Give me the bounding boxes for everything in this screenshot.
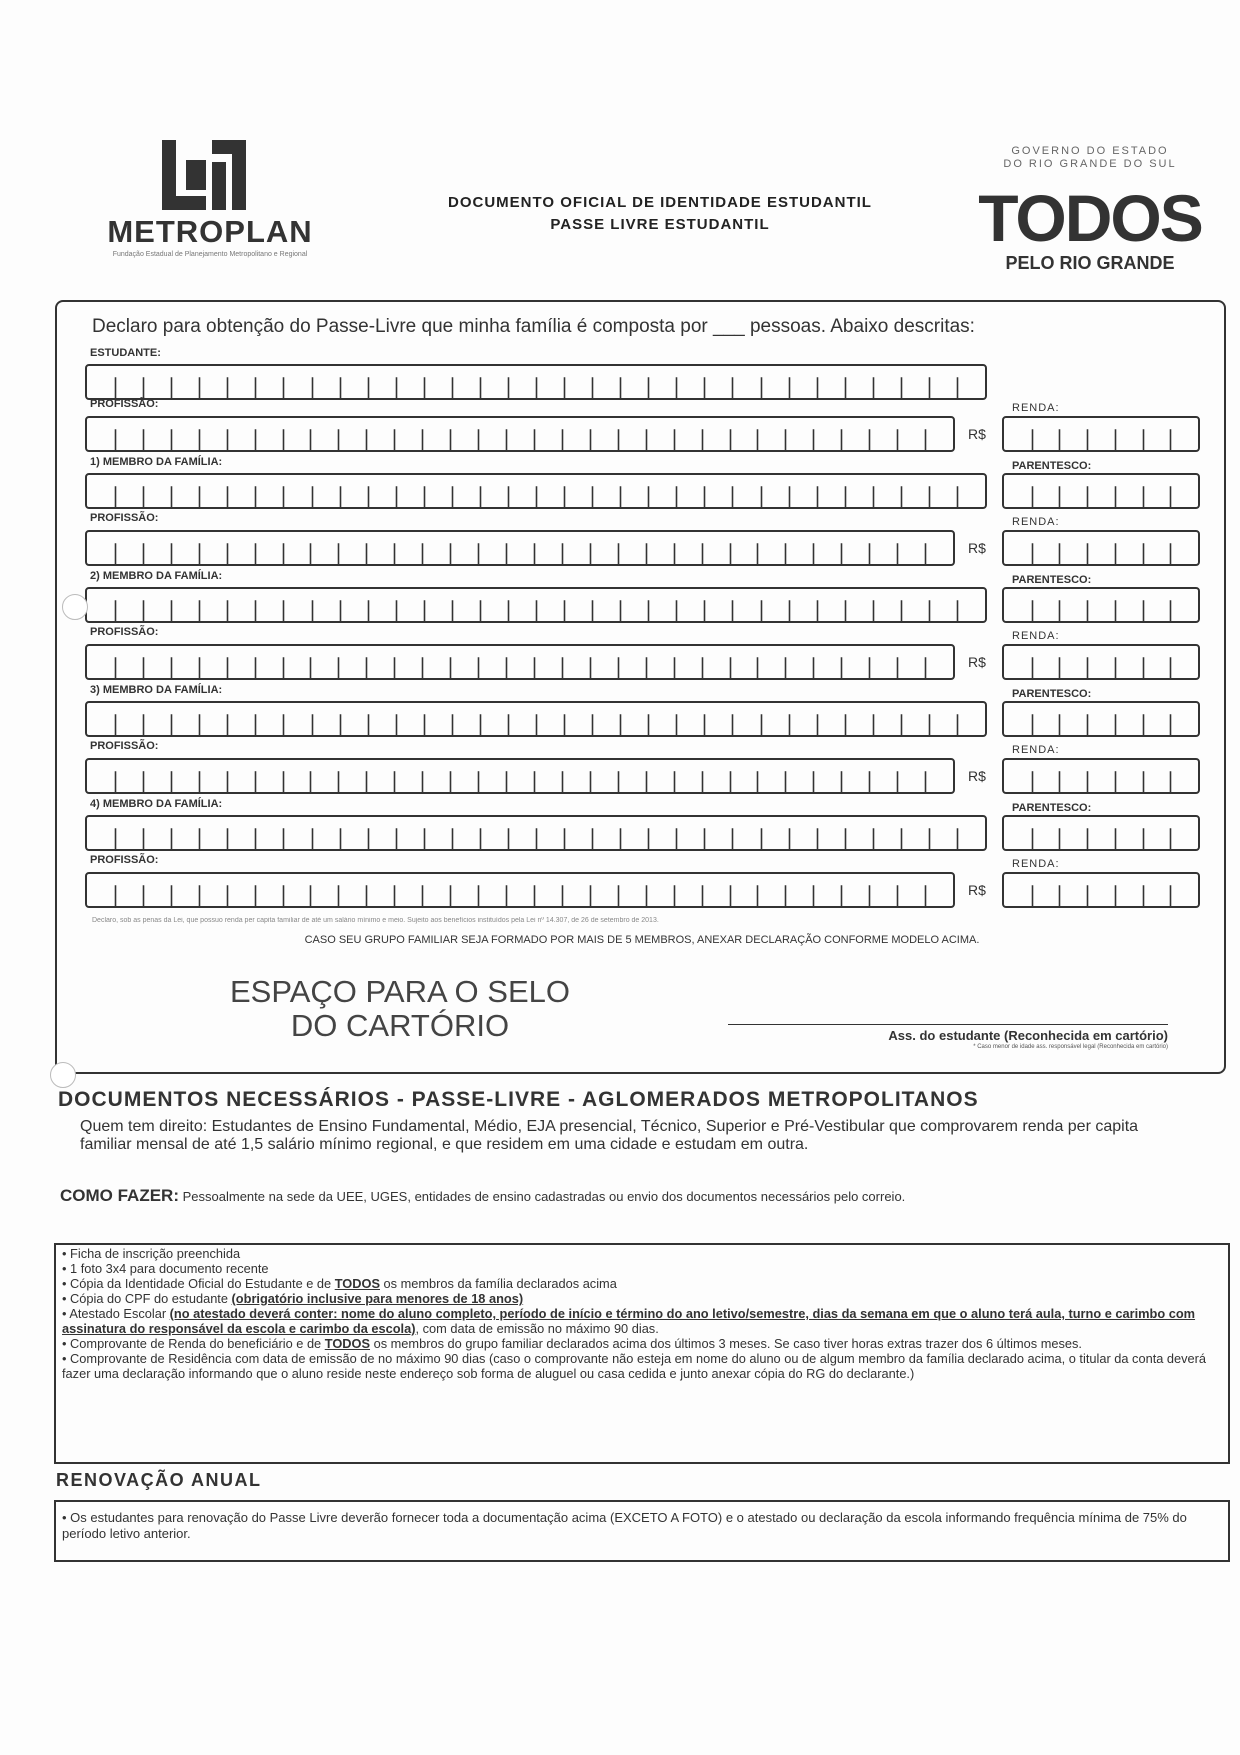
member-name-field[interactable] (85, 701, 987, 737)
signature-label: Ass. do estudante (Reconhecida em cartório) (888, 1028, 1168, 1043)
legal-footnote: Declaro, sob as penas da Lei, que possuo renda per capita familiar de até um salário mínimo e meio. Sujeito aos benefícios instituídos pela Lei nº 14.307, de 26 de setembro de 2013. (92, 917, 659, 924)
profession-label: PROFISSÃO: (90, 398, 159, 410)
member-label: 3) MEMBRO DA FAMÍLIA: (90, 684, 223, 696)
student-label: ESTUDANTE: (90, 347, 161, 359)
kinship-label: PARENTESCO: (1012, 802, 1092, 814)
comb-ticks (1004, 532, 1198, 564)
income-label: RENDA: (1012, 402, 1060, 414)
signature-line[interactable] (728, 1024, 1168, 1025)
list-item: • Comprovante de Residência com data de emissão de no máximo 90 dias (caso o comprovante não esteja em nome do aluno ou de algum membro da família declarado acima, o titular da conta deverá fazer uma declaração informando que o aluno reside neste endereço sob forma de aluguel ou casa cedida e junto anexar cópia do RG do declarante.) (62, 1351, 1207, 1381)
currency-label: R$ (968, 426, 986, 442)
comb-ticks (1004, 703, 1198, 735)
kinship-label: PARENTESCO: (1012, 460, 1092, 472)
how-text: Pessoalmente na sede da UEE, UGES, entidades de ensino cadastradas ou envio dos documentos necessários pelo correio. (182, 1189, 906, 1204)
todos-logo (970, 145, 1210, 280)
todos-subtitle: PELO RIO GRANDE (1005, 253, 1175, 273)
comb-ticks (1004, 646, 1198, 678)
list-item: • Comprovante de Renda do beneficiário e de TODOS os membros do grupo familiar declarados acima dos últimos 3 meses. Se caso tiver horas extras trazer dos 6 últimos meses. (62, 1336, 1082, 1351)
member-label: 2) MEMBRO DA FAMÍLIA: (90, 570, 223, 582)
list-item: • Ficha de inscrição preenchida (62, 1246, 241, 1261)
who-qualifies (80, 1118, 1180, 1154)
comb-ticks (1004, 760, 1198, 792)
member-profession-field[interactable] (85, 872, 955, 908)
how-to (60, 1188, 1220, 1205)
declaration-text: Declaro para obtenção do Passe-Livre que minha família é composta por ___ pessoas. Abaixo descritas: (92, 316, 975, 337)
list-item: • 1 foto 3x4 para documento recente (62, 1261, 269, 1276)
income-label: RENDA: (1012, 630, 1060, 642)
notary-seal-area (190, 975, 610, 1043)
member-name-field[interactable] (85, 587, 987, 623)
member-kinship-field[interactable] (1002, 473, 1200, 509)
comb-ticks (87, 366, 985, 398)
gov-line-1: GOVERNO DO ESTADO (1011, 145, 1169, 157)
currency-label: R$ (968, 768, 986, 784)
members-note: CASO SEU GRUPO FAMILIAR SEJA FORMADO POR MAIS DE 5 MEMBROS, ANEXAR DECLARAÇÃO CONFORME MODELO ACIMA. (304, 934, 980, 946)
punch-hole (62, 594, 88, 620)
member-name-field[interactable] (85, 815, 987, 851)
todos-wordmark: TODOS (978, 181, 1202, 255)
member-name-field[interactable] (85, 473, 987, 509)
student-name-field[interactable] (85, 364, 987, 400)
student-profession-field[interactable] (85, 416, 955, 452)
seal-line-1: ESPAÇO PARA O SELO (230, 974, 570, 1009)
profession-label: PROFISSÃO: (90, 854, 159, 866)
government-label (970, 145, 1210, 171)
member-income-field[interactable] (1002, 644, 1200, 680)
income-label: RENDA: (1012, 858, 1060, 870)
who-text: Estudantes de Ensino Fundamental, Médio, EJA presencial, Técnico, Superior e Pré-Vestibular que comprovarem renda per capita familiar mensal de até 1,5 salário mínimo regional, e que residem em uma cidade e estudam em outra. (80, 1118, 1139, 1153)
metroplan-subtitle: Fundação Estadual de Planejamento Metropolitano e Regional (112, 251, 308, 258)
comb-ticks (87, 475, 985, 507)
member-income-field[interactable] (1002, 758, 1200, 794)
member-kinship-field[interactable] (1002, 815, 1200, 851)
metroplan-mark-icon (162, 140, 246, 210)
list-item: • Cópia do CPF do estudante (obrigatório inclusive para menores de 18 anos) (62, 1291, 524, 1306)
renewal-title: RENOVAÇÃO ANUAL (56, 1470, 262, 1490)
comb-ticks (87, 589, 985, 621)
profession-label: PROFISSÃO: (90, 740, 159, 752)
list-item: • Cópia da Identidade Oficial do Estudante e de TODOS os membros da família declarados acima (62, 1276, 617, 1291)
seal-line-2: DO CARTÓRIO (290, 1008, 510, 1043)
comb-ticks (87, 532, 953, 564)
member-profession-field[interactable] (85, 530, 955, 566)
currency-label: R$ (968, 540, 986, 556)
comb-ticks (87, 646, 953, 678)
student-income-field[interactable] (1002, 416, 1200, 452)
kinship-label: PARENTESCO: (1012, 688, 1092, 700)
comb-ticks (87, 760, 953, 792)
profession-label: PROFISSÃO: (90, 626, 159, 638)
currency-label: R$ (968, 654, 986, 670)
how-label: COMO FAZER: (60, 1186, 179, 1205)
title-line-1: DOCUMENTO OFICIAL DE IDENTIDADE ESTUDANTIL (448, 194, 872, 211)
income-label: RENDA: (1012, 516, 1060, 528)
member-label: 4) MEMBRO DA FAMÍLIA: (90, 798, 223, 810)
income-label: RENDA: (1012, 744, 1060, 756)
comb-ticks (1004, 418, 1198, 450)
comb-ticks (87, 874, 953, 906)
title-line-2: PASSE LIVRE ESTUDANTIL (550, 216, 770, 233)
punch-hole (50, 1062, 76, 1088)
member-kinship-field[interactable] (1002, 701, 1200, 737)
member-label: 1) MEMBRO DA FAMÍLIA: (90, 456, 223, 468)
document-title (360, 192, 960, 236)
comb-ticks (1004, 475, 1198, 507)
requirements-list (62, 1246, 1222, 1381)
renewal-text: • Os estudantes para renovação do Passe Livre deverão fornecer toda a documentação acima (EXCETO A FOTO) e o atestado ou declaração da escola informando frequência mínima de 75% do período letivo anterior. (62, 1510, 1187, 1541)
member-income-field[interactable] (1002, 530, 1200, 566)
documents-title: DOCUMENTOS NECESSÁRIOS - PASSE-LIVRE - AGLOMERADOS METROPOLITANOS (58, 1088, 979, 1111)
comb-ticks (87, 418, 953, 450)
gov-line-2: DO RIO GRANDE DO SUL (1003, 158, 1177, 170)
comb-ticks (1004, 817, 1198, 849)
metroplan-logo (100, 140, 320, 270)
metroplan-wordmark: METROPLAN (107, 214, 313, 249)
member-profession-field[interactable] (85, 644, 955, 680)
profession-label: PROFISSÃO: (90, 512, 159, 524)
comb-ticks (1004, 874, 1198, 906)
comb-ticks (1004, 589, 1198, 621)
comb-ticks (87, 817, 985, 849)
member-kinship-field[interactable] (1002, 587, 1200, 623)
signature-note: * Caso menor de idade ass. responsável legal (Reconhecida em cartório) (973, 1044, 1168, 1050)
member-profession-field[interactable] (85, 758, 955, 794)
kinship-label: PARENTESCO: (1012, 574, 1092, 586)
list-item: • Atestado Escolar (no atestado deverá conter: nome do aluno completo, período de início e término do ano letivo/semestre, dias da semana em que o aluno terá aula, turno e carimbo com assinatura do responsável da escola e carimbo da escola), com data de emissão no máximo 90 dias. (62, 1306, 1196, 1336)
currency-label: R$ (968, 882, 986, 898)
comb-ticks (87, 703, 985, 735)
who-label: Quem tem direito: (80, 1118, 208, 1135)
member-income-field[interactable] (1002, 872, 1200, 908)
